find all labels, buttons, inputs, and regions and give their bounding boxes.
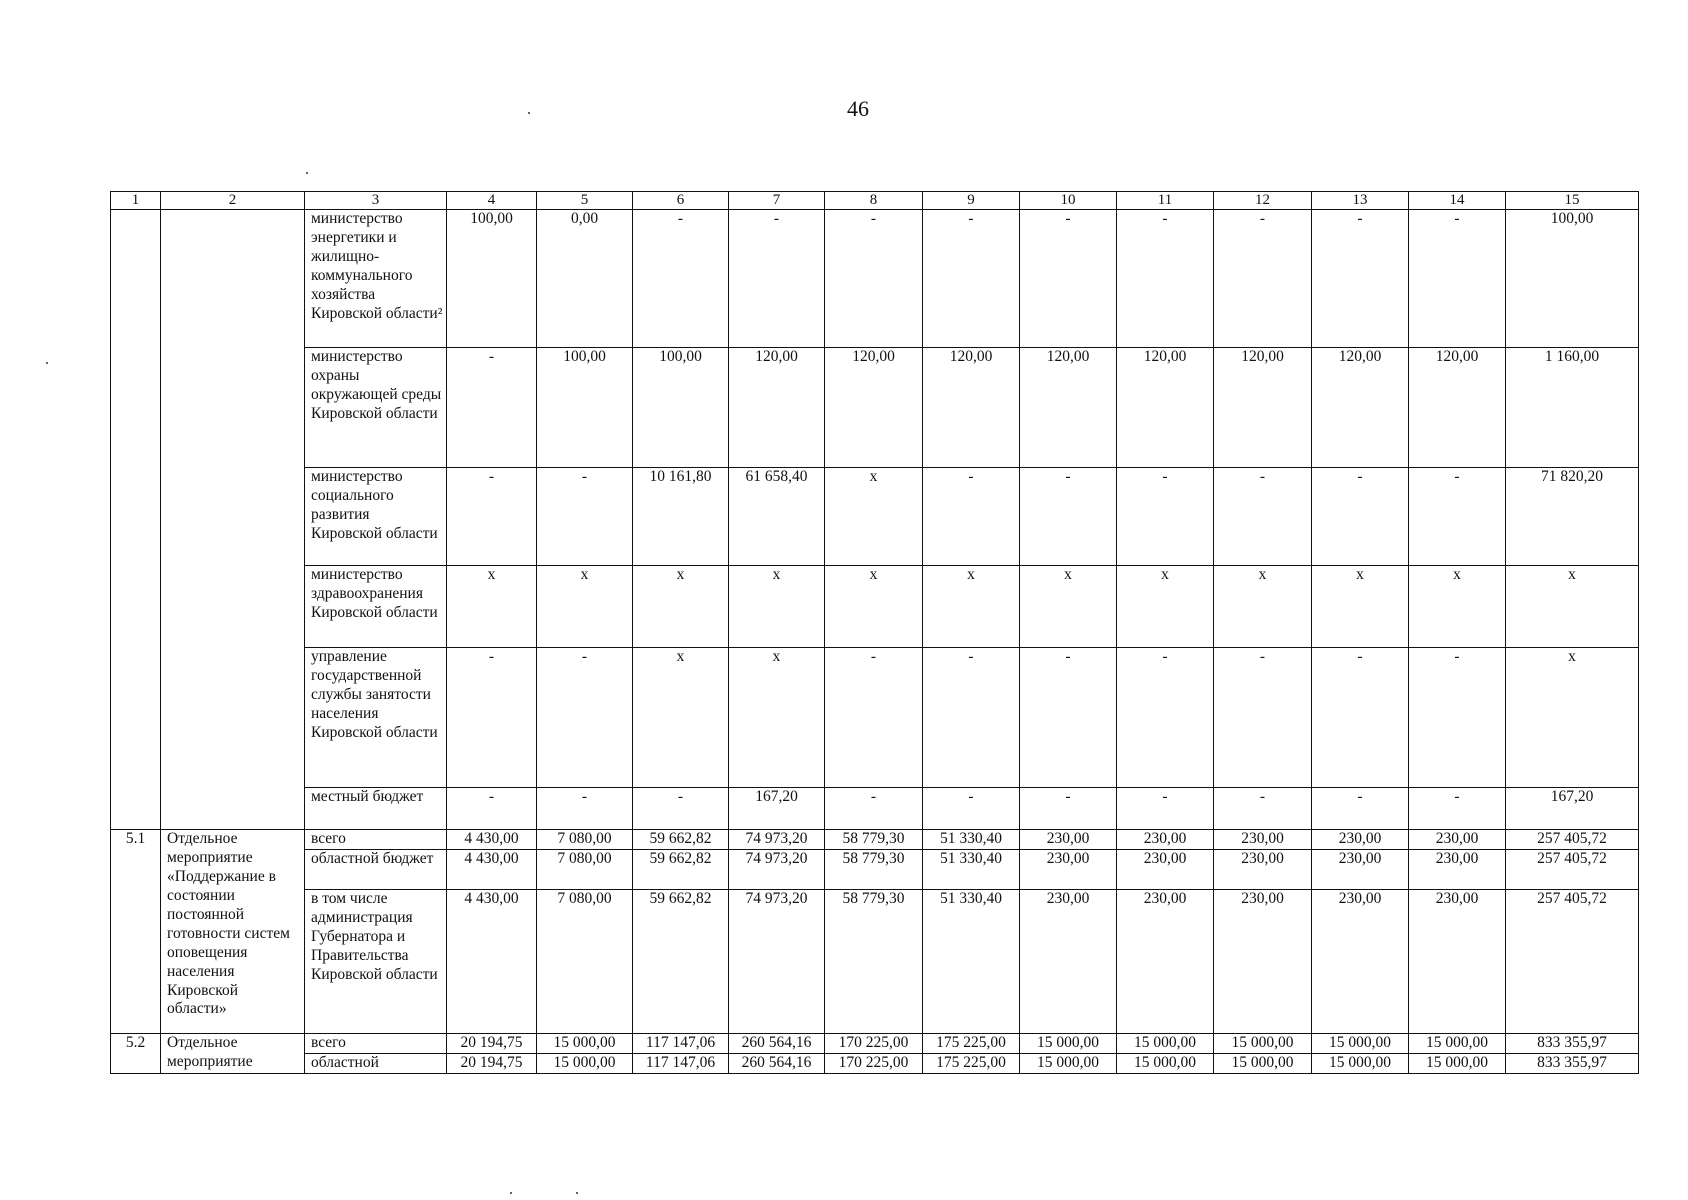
item-number: 5.2 [111, 1034, 161, 1074]
source-cell: министерство здравоохранения Кировской области [305, 566, 447, 648]
value-cell: 230,00 [1214, 890, 1312, 1034]
value-cell: 20 194,75 [447, 1034, 537, 1054]
value-cell: 117 147,06 [633, 1054, 729, 1074]
value-cell: 167,20 [729, 788, 825, 830]
value-cell: - [633, 210, 729, 348]
value-cell: 7 080,00 [537, 830, 633, 850]
value-cell: 58 779,30 [825, 830, 923, 850]
value-cell: 833 355,97 [1506, 1034, 1639, 1054]
header-cell: 2 [161, 192, 305, 210]
value-cell: 59 662,82 [633, 830, 729, 850]
scan-speck [576, 1192, 578, 1194]
value-cell: 175 225,00 [923, 1034, 1020, 1054]
value-cell: - [1312, 468, 1409, 566]
table-row [111, 648, 1639, 788]
value-cell: 167,20 [1506, 788, 1639, 830]
value-cell: - [825, 210, 923, 348]
value-cell: - [1020, 648, 1117, 788]
value-cell: 1 160,00 [1506, 348, 1639, 468]
header-cell: 10 [1020, 192, 1117, 210]
value-cell: - [1312, 788, 1409, 830]
header-cell: 12 [1214, 192, 1312, 210]
value-cell: - [1312, 648, 1409, 788]
value-cell: 230,00 [1312, 890, 1409, 1034]
value-cell: - [923, 468, 1020, 566]
value-cell: - [729, 210, 825, 348]
value-cell: x [447, 566, 537, 648]
value-cell: 120,00 [1409, 348, 1506, 468]
value-cell: 230,00 [1409, 850, 1506, 890]
empty-cell [111, 210, 161, 830]
value-cell: 100,00 [633, 348, 729, 468]
header-cell: 3 [305, 192, 447, 210]
item-number: 5.1 [111, 830, 161, 1034]
scan-speck [306, 172, 308, 174]
header-cell: 8 [825, 192, 923, 210]
scan-speck [510, 1192, 512, 1194]
value-cell: 15 000,00 [1020, 1034, 1117, 1054]
value-cell: - [825, 648, 923, 788]
value-cell: - [1409, 648, 1506, 788]
value-cell: - [1214, 788, 1312, 830]
value-cell: x [537, 566, 633, 648]
value-cell: 175 225,00 [923, 1054, 1020, 1074]
source-cell: всего [305, 830, 447, 850]
value-cell: - [1117, 648, 1214, 788]
table-row [111, 788, 1639, 830]
value-cell: 0,00 [537, 210, 633, 348]
value-cell: - [537, 468, 633, 566]
table-row [111, 566, 1639, 648]
header-cell: 6 [633, 192, 729, 210]
table-row [111, 468, 1639, 566]
value-cell: x [633, 648, 729, 788]
value-cell: 10 161,80 [633, 468, 729, 566]
value-cell: 59 662,82 [633, 850, 729, 890]
value-cell: - [1409, 468, 1506, 566]
source-cell: областной бюджет [305, 850, 447, 890]
value-cell: 61 658,40 [729, 468, 825, 566]
value-cell: x [1214, 566, 1312, 648]
value-cell: x [633, 566, 729, 648]
value-cell: 230,00 [1409, 830, 1506, 850]
value-cell: 100,00 [1506, 210, 1639, 348]
value-cell: 15 000,00 [1020, 1054, 1117, 1074]
value-cell: - [1020, 788, 1117, 830]
value-cell: 15 000,00 [1214, 1034, 1312, 1054]
value-cell: 230,00 [1020, 890, 1117, 1034]
value-cell: 4 430,00 [447, 890, 537, 1034]
value-cell: - [447, 648, 537, 788]
value-cell: - [1117, 210, 1214, 348]
value-cell: 59 662,82 [633, 890, 729, 1034]
value-cell: x [1506, 566, 1639, 648]
value-cell: 15 000,00 [1117, 1034, 1214, 1054]
value-cell: 230,00 [1117, 890, 1214, 1034]
budget-table [110, 191, 1639, 1074]
value-cell: - [537, 648, 633, 788]
value-cell: 58 779,30 [825, 850, 923, 890]
value-cell: 74 973,20 [729, 830, 825, 850]
table-row [111, 210, 1639, 348]
value-cell: 170 225,00 [825, 1054, 923, 1074]
table-row [111, 1034, 1639, 1054]
value-cell: 51 330,40 [923, 830, 1020, 850]
value-cell: x [825, 468, 923, 566]
source-cell: министерство охраны окружающей среды Кировской области [305, 348, 447, 468]
value-cell: x [923, 566, 1020, 648]
header-cell: 14 [1409, 192, 1506, 210]
scan-speck [528, 112, 530, 114]
value-cell: - [1312, 210, 1409, 348]
header-row [111, 192, 1639, 210]
page-number: 46 [847, 96, 869, 121]
source-cell: в том числе администрация Губернатора и Правительства Кировской области [305, 890, 447, 1034]
value-cell: 257 405,72 [1506, 830, 1639, 850]
value-cell: 74 973,20 [729, 890, 825, 1034]
header-cell: 4 [447, 192, 537, 210]
value-cell: - [1117, 788, 1214, 830]
value-cell: x [1506, 648, 1639, 788]
value-cell: - [825, 788, 923, 830]
value-cell: - [1117, 468, 1214, 566]
value-cell: x [1020, 566, 1117, 648]
value-cell: 15 000,00 [1312, 1054, 1409, 1074]
header-cell: 1 [111, 192, 161, 210]
value-cell: 74 973,20 [729, 850, 825, 890]
value-cell: 120,00 [1117, 348, 1214, 468]
value-cell: - [1214, 468, 1312, 566]
header-cell: 5 [537, 192, 633, 210]
value-cell: 230,00 [1214, 850, 1312, 890]
source-cell: министерство социального развития Кировской области [305, 468, 447, 566]
table-row [111, 1054, 1639, 1074]
value-cell: - [923, 648, 1020, 788]
table-row [111, 348, 1639, 468]
header-cell: 7 [729, 192, 825, 210]
value-cell: - [1409, 788, 1506, 830]
value-cell: 120,00 [729, 348, 825, 468]
value-cell: - [537, 788, 633, 830]
scan-speck [46, 362, 48, 364]
value-cell: 58 779,30 [825, 890, 923, 1034]
value-cell: 833 355,97 [1506, 1054, 1639, 1074]
value-cell: 7 080,00 [537, 850, 633, 890]
value-cell: 51 330,40 [923, 890, 1020, 1034]
value-cell: - [923, 210, 1020, 348]
value-cell: x [1117, 566, 1214, 648]
value-cell: 260 564,16 [729, 1034, 825, 1054]
value-cell: - [447, 348, 537, 468]
value-cell: x [1409, 566, 1506, 648]
value-cell: 15 000,00 [1409, 1054, 1506, 1074]
value-cell: - [1020, 468, 1117, 566]
value-cell: 230,00 [1312, 830, 1409, 850]
item-title: Отдельное мероприятие [161, 1034, 305, 1074]
table-row [111, 830, 1639, 850]
value-cell: 15 000,00 [1312, 1034, 1409, 1054]
value-cell: - [923, 788, 1020, 830]
value-cell: - [1409, 210, 1506, 348]
value-cell: 260 564,16 [729, 1054, 825, 1074]
value-cell: 230,00 [1020, 830, 1117, 850]
header-cell: 15 [1506, 192, 1639, 210]
value-cell: 120,00 [825, 348, 923, 468]
source-cell: местный бюджет [305, 788, 447, 830]
source-cell: всего [305, 1034, 447, 1054]
value-cell: x [825, 566, 923, 648]
header-cell: 13 [1312, 192, 1409, 210]
value-cell: 100,00 [537, 348, 633, 468]
value-cell: x [729, 566, 825, 648]
value-cell: 230,00 [1117, 830, 1214, 850]
value-cell: 257 405,72 [1506, 850, 1639, 890]
empty-cell [161, 210, 305, 830]
value-cell: 117 147,06 [633, 1034, 729, 1054]
value-cell: 20 194,75 [447, 1054, 537, 1074]
value-cell: 230,00 [1409, 890, 1506, 1034]
value-cell: - [1020, 210, 1117, 348]
value-cell: x [1312, 566, 1409, 648]
value-cell: 120,00 [1312, 348, 1409, 468]
value-cell: 120,00 [923, 348, 1020, 468]
value-cell: 51 330,40 [923, 850, 1020, 890]
table-row [111, 890, 1639, 1034]
value-cell: 230,00 [1214, 830, 1312, 850]
value-cell: 230,00 [1117, 850, 1214, 890]
header-cell: 11 [1117, 192, 1214, 210]
value-cell: - [1214, 210, 1312, 348]
value-cell: 170 225,00 [825, 1034, 923, 1054]
value-cell: 15 000,00 [1214, 1054, 1312, 1074]
value-cell: 120,00 [1214, 348, 1312, 468]
value-cell: 4 430,00 [447, 830, 537, 850]
header-cell: 9 [923, 192, 1020, 210]
item-title: Отдельное мероприятие «Поддержание в состоянии постоянной готовности систем оповещения населения Кировской области» [161, 830, 305, 1034]
value-cell: 100,00 [447, 210, 537, 348]
value-cell: 15 000,00 [1117, 1054, 1214, 1074]
value-cell: 257 405,72 [1506, 890, 1639, 1034]
value-cell: x [729, 648, 825, 788]
table-row [111, 850, 1639, 890]
value-cell: 230,00 [1020, 850, 1117, 890]
value-cell: 7 080,00 [537, 890, 633, 1034]
value-cell: - [447, 788, 537, 830]
source-cell: областной [305, 1054, 447, 1074]
value-cell: 4 430,00 [447, 850, 537, 890]
value-cell: 15 000,00 [537, 1034, 633, 1054]
value-cell: 15 000,00 [1409, 1034, 1506, 1054]
value-cell: - [633, 788, 729, 830]
source-cell: управление государственной службы занятости населения Кировской области [305, 648, 447, 788]
value-cell: 230,00 [1312, 850, 1409, 890]
value-cell: 71 820,20 [1506, 468, 1639, 566]
value-cell: 15 000,00 [537, 1054, 633, 1074]
value-cell: - [447, 468, 537, 566]
source-cell: министерство энергетики и жилищно-коммунального хозяйства Кировской области² [305, 210, 447, 348]
value-cell: - [1214, 648, 1312, 788]
value-cell: 120,00 [1020, 348, 1117, 468]
